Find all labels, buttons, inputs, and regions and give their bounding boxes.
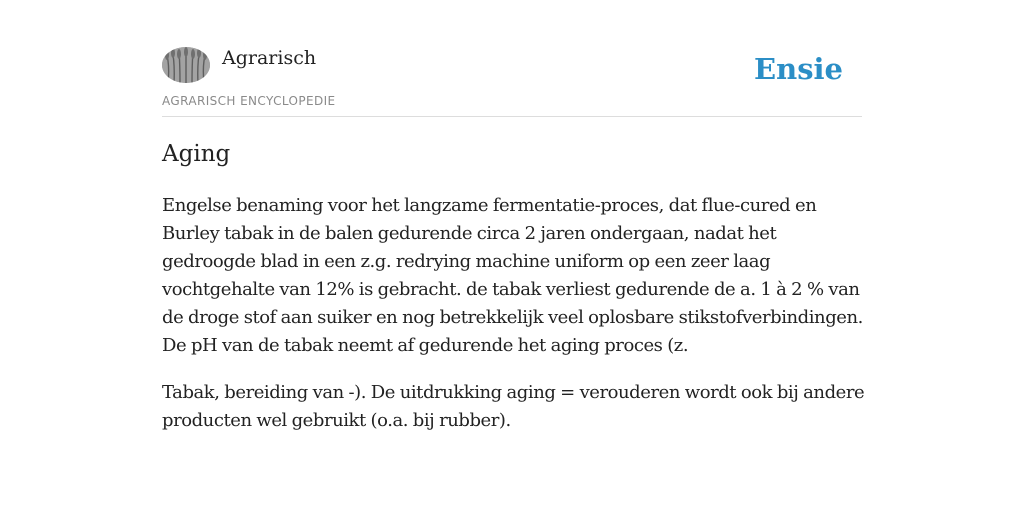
article-body bbox=[162, 192, 866, 454]
source-name[interactable]: Agrarisch bbox=[222, 47, 317, 69]
article-paragraph: Tabak, bereiding van -). De uitdrukking aging = verouderen wordt ook bij andere producten wel gebruikt (o.a. bij rubber). bbox=[162, 382, 865, 431]
brand-logo[interactable]: Ensie bbox=[754, 52, 843, 86]
source-header bbox=[162, 44, 862, 117]
wheat-field-icon[interactable] bbox=[162, 47, 210, 83]
page-title: Aging bbox=[162, 141, 231, 167]
source-subtitle: AGRARISCH ENCYCLOPEDIE bbox=[162, 94, 336, 108]
article-paragraph: Engelse benaming voor het langzame fermentatie-proces, dat flue-cured en Burley tabak in de balen gedurende circa 2 jaren ondergaan, nadat het gedroogde blad in een z.g. redrying machine uniform op een zeer laag vochtgehalte van 12% is gebracht. de tabak verliest gedurende de a. 1 à 2 % van de droge stof aan suiker en nog betrekkelijk veel oplosbare stikstofverbindingen. De pH van de tabak neemt af gedurende het aging proces (z. bbox=[162, 195, 863, 356]
